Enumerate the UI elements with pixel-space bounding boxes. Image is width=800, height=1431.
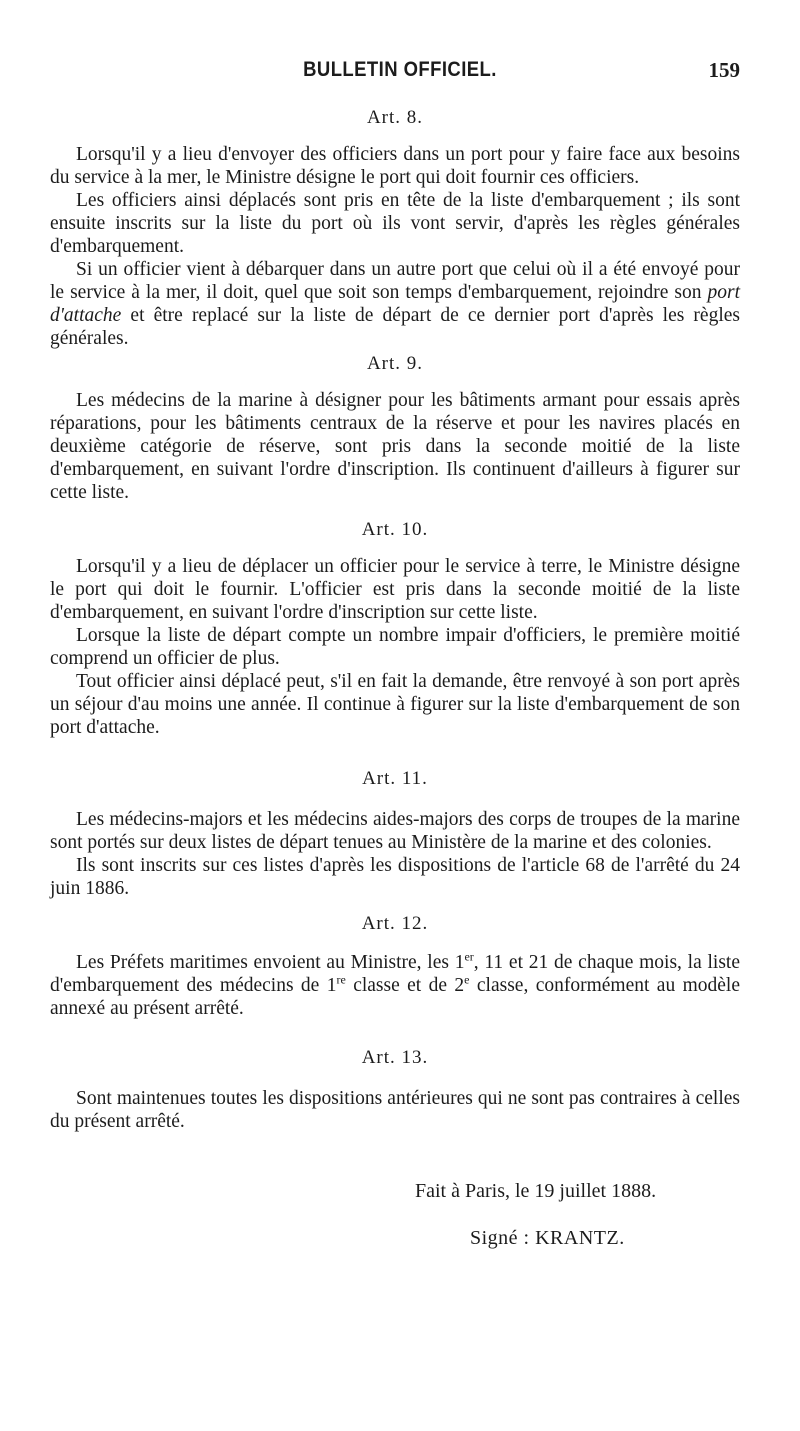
document-body bbox=[50, 106, 740, 1133]
running-title: BULLETIN OFFICIEL. bbox=[303, 58, 497, 81]
paragraph: Lorsqu'il y a lieu de déplacer un officier pour le service à terre, le Ministre désigne le port qui doit le fournir. L'officier est pris dans la seconde moitié de la liste d'embarquement, en suivant l'ordre d'inscription sur cette liste. bbox=[50, 556, 740, 623]
paragraph: Tout officier ainsi déplacé peut, s'il en fait la demande, être renvoyé à son port après un séjour d'au moins une année. Il continue à figurer sur la liste d'embarquement de son port d'attache. bbox=[50, 671, 740, 738]
paragraph: Les officiers ainsi déplacés sont pris en tête de la liste d'embarquement ; ils sont ensuite inscrits sur la liste du port où ils vont servir, d'après les règles générales d'embarquement. bbox=[50, 190, 740, 257]
signature-line: Signé : KRANTZ. bbox=[470, 1227, 625, 1249]
text-run: classe et de 2 bbox=[345, 975, 465, 996]
place-date: Fait à Paris, le 19 juillet 1888. bbox=[415, 1180, 657, 1202]
article-heading: Art. 8. bbox=[366, 107, 424, 128]
paragraph: Ils sont inscrits sur ces listes d'après les dispositions de l'article 68 de l'arrêté du 24 juin 1886. bbox=[50, 855, 740, 899]
superscript: e bbox=[464, 972, 470, 987]
superscript: re bbox=[336, 972, 346, 987]
text-run: Les Préfets maritimes envoient au Ministre, les 1 bbox=[76, 952, 465, 973]
text-run: classe, conformément au modèle annexé au présent arrêté. bbox=[50, 975, 740, 1019]
page-number: 159 bbox=[708, 58, 740, 82]
paragraph: Lorsque la liste de départ compte un nombre impair d'officiers, le première moitié comprend un officier de plus. bbox=[50, 625, 740, 669]
paragraph: Les médecins-majors et les médecins aides-majors des corps de troupes de la marine sont portés sur deux listes de départ tenues au Ministère de la marine et des colonies. bbox=[50, 809, 740, 853]
page-header bbox=[0, 58, 800, 88]
text-run: , 11 et 21 de chaque mois, la liste d'embarquement des médecins de 1 bbox=[50, 952, 740, 996]
paragraph bbox=[50, 951, 740, 1020]
superscript: er bbox=[464, 949, 474, 964]
article-heading: Art. 10. bbox=[361, 519, 429, 540]
paragraph: Sont maintenues toutes les dispositions antérieures qui ne sont pas contraires à celles du présent arrêté. bbox=[50, 1088, 740, 1132]
article-heading: Art. 9. bbox=[366, 353, 424, 374]
paragraph: Lorsqu'il y a lieu d'envoyer des officiers dans un port pour y faire face aux besoins du service à la mer, le Ministre désigne le port qui doit fournir ces officiers. bbox=[50, 144, 740, 188]
paragraph bbox=[50, 258, 740, 350]
text-run: Si un officier vient à débarquer dans un autre port que celui où il a été envoyé pour le service à la mer, il doit, quel que soit son temps d'embarquement, rejoindre son bbox=[50, 259, 740, 303]
article-heading: Art. 12. bbox=[361, 913, 429, 934]
paragraph: Les médecins de la marine à désigner pour les bâtiments armant pour essais après réparations, pour les bâtiments centraux de la réserve et pour les navires placés en deuxième catégorie de réserve, sont pris dans la seconde moitié de la liste d'embarquement, en suivant l'ordre d'inscription. Ils continuent d'ailleurs à figurer sur cette liste. bbox=[50, 390, 740, 503]
text-run: et être replacé sur la liste de départ de ce dernier port d'après les règles générales. bbox=[50, 305, 740, 349]
article-heading: Art. 11. bbox=[362, 768, 428, 789]
article-heading: Art. 13. bbox=[361, 1047, 429, 1068]
italic-term: port d'attache bbox=[50, 282, 740, 326]
